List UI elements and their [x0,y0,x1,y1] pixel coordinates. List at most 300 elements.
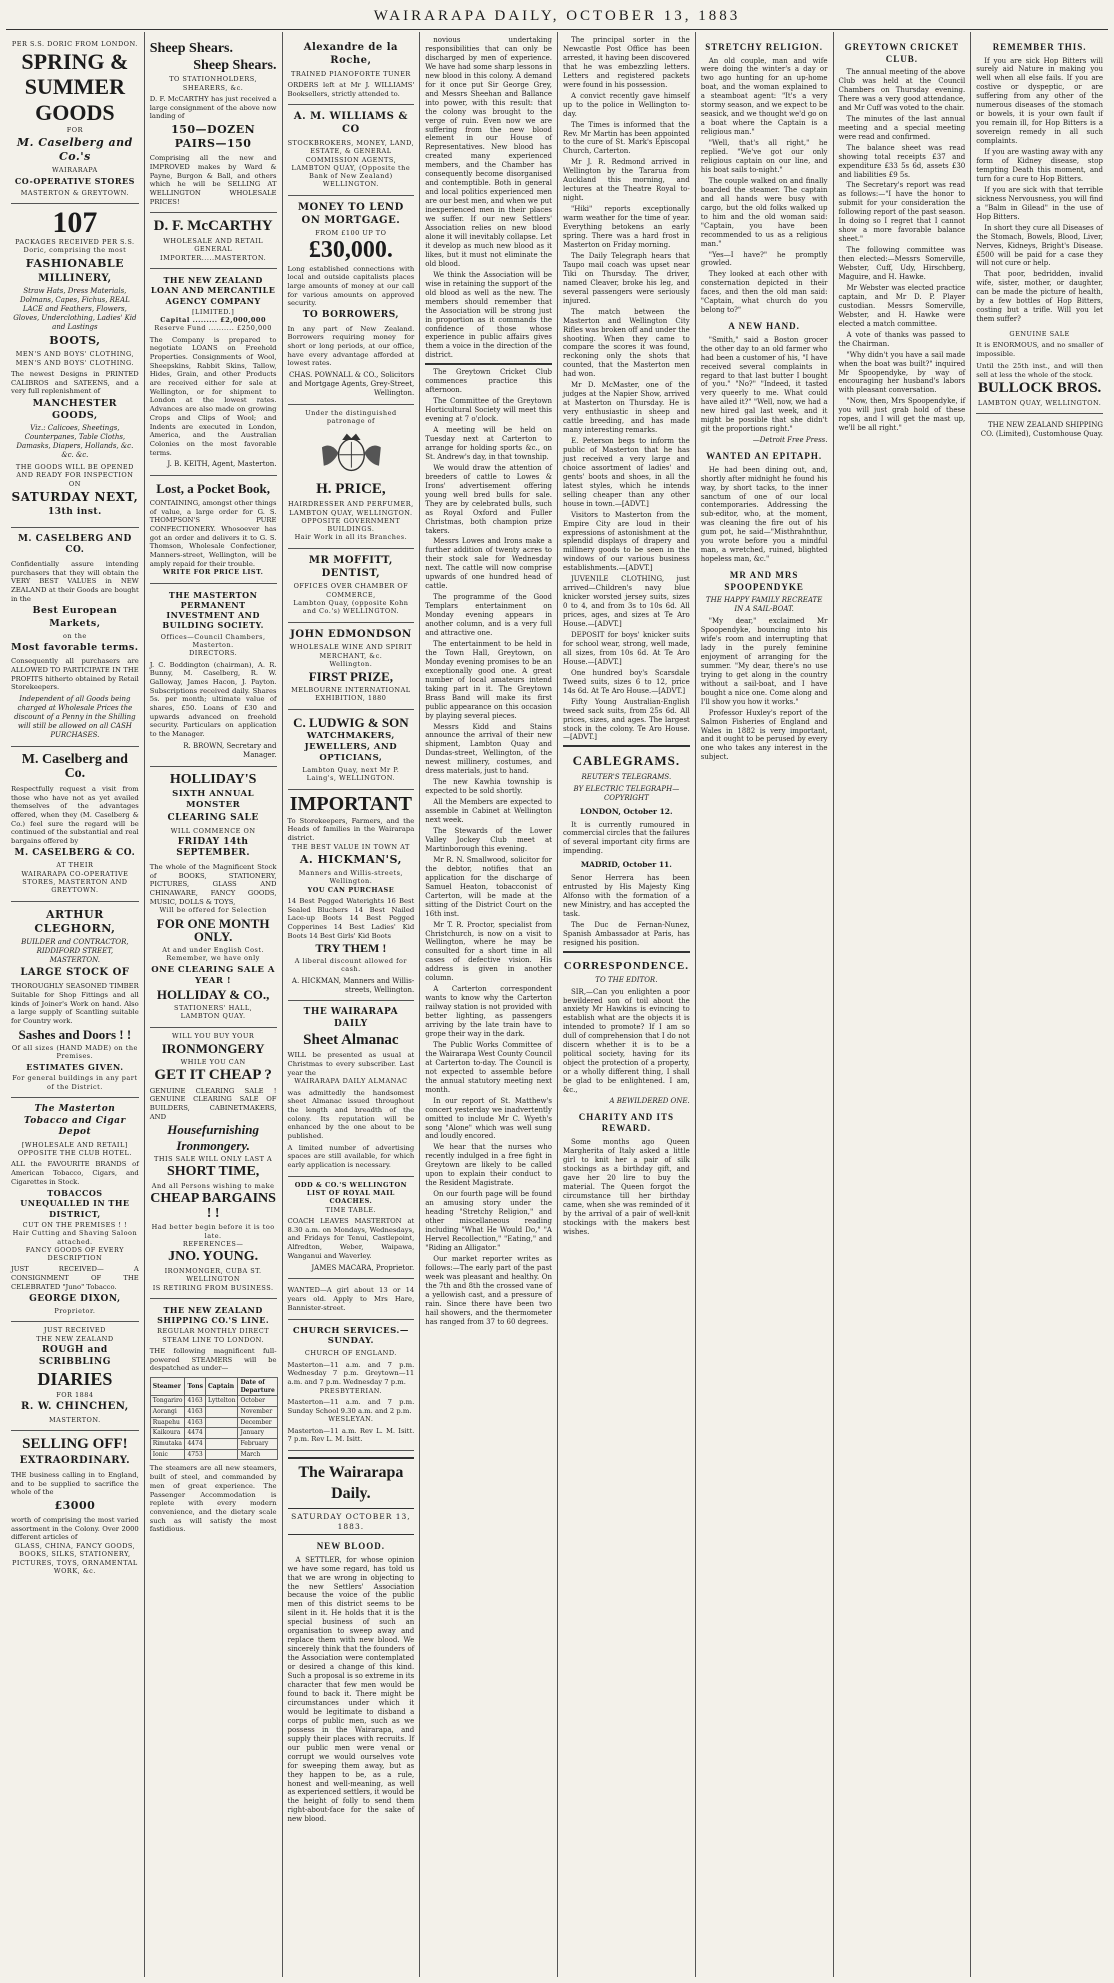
ad-line: WHOLESALE AND RETAIL [163,237,264,246]
ad-headline: SPRING & [21,49,129,75]
divider [425,363,552,365]
ad-headline: BOOTS, [49,334,101,348]
ad-headline: FIRST PRIZE, [308,669,394,685]
dateline: LONDON, October 12. [580,806,673,816]
ad-headline: MILLINERY, [38,272,112,284]
news-item: DEPOSIT for boys' knicker suits for school wear, strong, well made, all sizes, from 10s 6d. At Te Aro House.—[ADVT.] [563,631,690,666]
ad-line: Offices—Council Chambers, Masterton. [160,632,266,649]
ad-body: The steamers are all new steamers, built of steel, and commanded by men of great experience. The Passenger Accommodation is replete with every modern convenience, and the dietary scale such as will satisfy the most fastidious. [149,1464,277,1534]
ad-body: ALL the FAVOURITE BRANDS of American Tobacco, Cigars, and Cigarettes in Stock. [11,1160,139,1186]
ad-line: Lambton Quay, next Mr P. Laing's, WELLINGTON. [302,765,400,783]
article-paragraph: The following committee was then elected:—Messrs Somerville, Webster, Cuff, Udy, Hirschberg, Maguire, and H. Hawke. [838,246,966,281]
news-item: The Daily Telegraph hears that Taupo mail coach was upset near Tiki on Thursday. The driver, named Cleaver, broke his leg, and several passengers were seriously injured. [563,251,690,305]
table-cell: December [238,1417,277,1428]
ad-line: Of all sizes (HAND MADE) on the Premises. [11,1043,138,1060]
ad-body: Confidentially assure intending purchasers that they will obtain the VERY BEST VALUES in NEW ZEALAND at their Goods are bought in the [11,559,139,603]
ad-ironmongery [150,1028,277,1299]
ad-body: The whole of the Magnificent Stock of BOOKS, STATIONERY, PICTURES, GLASS AND CHINAWARE, FANCY GOODS, MUSIC, DOLLS & TOYS, [149,862,277,906]
ad-body: Respectfully request a visit from those who have not as yet availed themselves of the advantages offered, when they (M. Caselberg & Co.) feel sure the regard will be continued of the substantial and real bargains offered by [11,785,139,846]
ad-diaries [11,1322,139,1431]
ad-piano-tuner [288,36,415,105]
ad-line: Hair Cutting and Shaving Saloon attached. [12,1229,138,1246]
ad-line: GLASS, CHINA, FANCY GOODS, BOOKS, SILKS, STATIONERY, PICTURES, TOYS, ORNAMENTAL WORK, &c. [12,1542,138,1576]
ad-line: Reserve Fund .......... £250,000 [154,324,272,333]
news-item: "Hiki" reports exceptionally warm weather for the time of year. Everything betokens an early spring. There was a hard frost in Masterton on Friday morning. [563,205,690,249]
ad-line: PACKAGES RECEIVED PER S.S. Doric, comprising the most [15,237,135,255]
ad-line: Will be offered for Selection [159,906,267,915]
article-paragraph: "Well, that's all right," he replied. "We've got our only religious captain on our line, and his boat sails to-night." [700,139,828,174]
cable-item: The Duc de Fernan-Nunez, Spanish Ambassador at Paris, has resigned his position. [563,920,690,947]
ad-line: CHURCH OF ENGLAND. [304,1349,397,1358]
ad-almanac [288,1001,415,1176]
table-header: Tons [185,1378,206,1396]
ad-headline: ODD & CO.'S WELLINGTON LIST OF ROYAL MAIL COACHES. [294,1180,408,1206]
ad-spring-summer-goods [11,36,139,204]
ad-firm: M. Caselberg and Co. [21,751,128,782]
ad-headline: SELLING OFF! [22,1436,128,1453]
ad-body: The newest Designs in PRINTED CALIBROS and SATEENS, and a very full replenishment of [11,369,139,396]
table-row [150,1428,277,1439]
article-heading: GREYTOWN CRICKET CLUB. [844,42,960,64]
article-paragraph: A vote of thanks was passed to the Chairman. [838,330,966,348]
ad-shipping-company [150,1299,277,1540]
table-cell: February [238,1439,277,1450]
section-subheading: BY ELECTRIC TELEGRAPH—COPYRIGHT [573,785,680,802]
ad-headline: THE MASTERTON PERMANENT INVESTMENT AND BUILDING SOCIETY. [162,589,264,631]
ad-headline: Sheep Shears. [193,57,277,73]
ad-line: A liberal discount allowed for cash. [294,956,407,974]
paper-title: The Wairarapa Daily. [288,1457,415,1509]
ad-line: LAMBTON QUAY, WELLINGTON. [289,508,413,517]
ad-body: was admittedly the handsomest sheet Almanac issued throughout the length and breadth of the colony. Its reputation will be enhanced by the one about to be published. [287,1088,415,1141]
ad-firm: C. LUDWIG & SON [293,714,409,730]
ad-line: 13th inst. [48,507,102,518]
ad-line: THE NEW ZEALAND [36,1334,114,1343]
ad-ludwig [288,710,415,790]
news-item: We hear that the nurses who recently indulged in a free fight in Greytown are likely to be called upon to explain their conduct to the Resident Magistrate. [425,1143,552,1188]
column-2 [144,32,282,1977]
news-item: The Times is informed that the Rev. Mr Martin has been appointed to the cure of St. Mark's Episcopal Church, Carterton. [563,120,690,156]
ad-headline: SHORT TIME, [166,1164,260,1179]
section-heading: CHURCH SERVICES.—SUNDAY. [292,1325,409,1347]
ad-line: FOR [66,125,83,134]
ad-headline: IMPORTANT [289,792,412,815]
ad-line: PER S.S. DORIC FROM LONDON. [11,40,138,48]
ad-line: WHILE YOU CAN [180,1057,246,1066]
table-cell [205,1417,237,1428]
ad-headline: 150—DOZEN PAIRS—150 [171,123,256,151]
ad-line: WRITE FOR PRICE LIST. [162,568,264,577]
ad-line: WHOLESALE WINE AND SPIRIT MERCHANT, &c. [289,643,412,660]
ad-body: Consequently all purchasers are ALLOWED TO PARTICIPATE IN THE PROFITS hitherto obtained by Retail Storekeepers. [11,657,139,692]
ad-caselberg-values [11,528,139,747]
ad-firm: H. PRICE, [316,481,386,498]
ad-line: [WHOLESALE AND RETAIL] [21,1140,128,1149]
ad-amount: £30,000. [308,236,393,263]
cable-item: Senor Herrera has been entrusted by His Majesty King Alfonso with the formation of a new Ministry, and has accepted the task. [563,873,690,918]
ad-headline: Ironmongery. [176,1138,250,1154]
letter-signature: A BEWILDERED ONE. [609,1097,690,1106]
news-item: The principal sorter in the Newcastle Post Office has been arrested, it having been discovered that he was embezzling letters. Letters and registered packets were found in his possession. [563,36,690,89]
article-heading: WANTED AN EPITAPH. [706,451,823,462]
ad-firm: JOHN EDMONDSON [290,628,412,640]
news-item: JUVENILE CLOTHING, just arrived—Children's navy blue knicker worsted jersey suits, sizes 0 to 4, and from 3s to 10s 6d. All prices, ages, and sizes at Te Aro House.—[ADVT.] [563,575,690,629]
article-paragraph: In short they cure all Diseases of the Stomach, Bowels, Blood, Liver, Nerves, Kidneys, Bright's Disease. £500 will be paid for a case they will not cure or help. [976,223,1103,268]
ad-body: THOROUGHLY SEASONED TIMBER Suitable for Shop Fittings and all kinds of Joiner's Work on hand. Also a large supply of Scantling suitable for Country work. [11,982,139,1026]
ad-signature: THE NEW ZEALAND SHIPPING CO. (Limited), Customhouse Quay. [980,421,1103,439]
ad-line: [LIMITED.] [191,307,235,316]
paper-date: SATURDAY OCTOBER 13, 1883. [288,1512,415,1535]
ad-line: GENERAL IMPORTER.....MASTERTON. [160,245,267,262]
ad-headline: FASHIONABLE [25,256,125,270]
ad-line: STOCKBROKERS, MONEY, LAND, ESTATE, & GENERAL COMMISSION AGENTS, [287,138,415,164]
ad-line: WAIRARAPA [51,166,98,175]
ad-firm: HOLLIDAY & CO., [156,987,270,1003]
ad-wanted-girl [288,1279,415,1319]
ad-headline: LARGE STOCK OF [20,966,130,978]
ad-body: 14 Best Pegged Waterights 16 Best Sealed Bluchers 14 Best Nailed Lace-up Boots 14 Best Pegged Copperines 14 Best Ladies' Kid Boots 14 Best Girls' Kid Boots [287,896,415,940]
ad-line: OPPOSITE GOVERNMENT BUILDINGS. [301,516,401,534]
ad-line: MELBOURNE INTERNATIONAL EXHIBITION, 1880 [291,686,411,703]
table-cell: Kaikoura [150,1428,185,1439]
ad-line: FOR 1884 [56,1390,94,1399]
column-6 [695,32,833,1977]
ad-mccarthy [150,213,277,269]
ad-headline: MONEY TO LEND ON MORTGAGE. [297,201,404,226]
news-item: One hundred boy's Scarsdale Tweed suits, sizes 6 to 12, price 14s 6d. At Te Aro House.—[ADVT.] [563,668,690,695]
masthead [6,4,1108,30]
ad-line: LAMBTON QUAY, (Opposite the Bank of New Zealand) WELLINGTON. [291,163,411,189]
ad-headline: EXTRAORDINARY. [19,1455,131,1467]
table-row [150,1396,277,1407]
ad-line: IS RETIRING FROM BUSINESS. [152,1283,274,1292]
ad-body: A limited number of advertising spaces are still available, for which early application is necessary. [287,1143,415,1170]
table-cell [205,1407,237,1418]
table-cell: Ruapehu [150,1417,185,1428]
ad-signature: R. BROWN, Secretary and Manager. [183,741,277,759]
article-subheading: THE HAPPY FAMILY RECREATE IN A SAIL-BOAT. [705,596,823,614]
ad-line: WILL YOU BUY YOUR [172,1031,255,1040]
column-7 [833,32,971,1977]
article-heading: STRETCHY RELIGION. [705,42,823,52]
ad-body: Masterton—11 a.m. and 7 p.m. Sunday School 9.30 a.m. and 2 p.m. [287,1397,415,1415]
article-paragraph: The annual meeting of the above Club was held at the Council Chambers on Thursday evening. There was a very good attendance, and Mr Cuff was voted to the chair. [838,68,966,112]
ad-headline: SIXTH ANNUAL MONSTER [172,789,255,811]
shipping-table [150,1377,278,1460]
ad-headline: Best European Markets, [32,605,118,629]
ad-edmondson [288,623,415,710]
article-paragraph: Professor Huxley's report of the Salmon Fisheries of England and Wales in 1882 is very important, and it ought to be perused by every one who takes any interest in the subject. [700,708,828,762]
ad-line: MASTERTON. [49,1416,101,1425]
table-cell: October [238,1396,277,1407]
table-header: Captain [205,1378,237,1396]
ad-shipping-signature [976,414,1103,445]
article-paragraph: If you are sick with that terrible sickness Nervousness, you will find a "Balm in Gilead" in the use of Hop Bitters. [976,185,1103,221]
ad-line: Remember, we have only [166,954,260,963]
ad-line: TIME TABLE. [325,1205,377,1214]
ad-body: Viz.: Calicoes, Sheetings, Counterpanes, Table Cloths, Damasks, Diapers, Hollands, &c. &c. &c. [16,424,134,460]
table-cell [205,1428,237,1439]
article-paragraph: The Secretary's report was read as follows:—"I have the honor to submit for your consideration the following report of the past season. In doing so I regret that I cannot show a more favorable balance sheet." [838,181,966,244]
ad-williams-stockbrokers [288,105,415,195]
ad-number: 107 [52,205,98,239]
ad-body: ORDERS left at Mr J. WILLIAMS' Booksellers, strictly attended to. [287,80,415,98]
ad-line: LAMBTON QUAY, WELLINGTON. [977,398,1102,407]
ad-line: TRAINED PIANOFORTE TUNER [290,69,411,78]
ad-firm: ARTHUR CLEGHORN, [34,907,116,935]
ad-headline: Sashes and Doors ! ! [18,1026,132,1042]
article-paragraph: He had been dining out, and, shortly after midnight he found his way, by short tacks, to the inner sanctum of one of our local contemporaries. Addressing the sub-editor, who, at the moment, was cleaning the fire out of his gum pot, he said—"Misthrahnthur, you wrote before you a mindful man, a wretched, ruined, blighted hopeless man, &c." [700,465,828,564]
ad-cleghorn [11,902,139,1098]
article-paragraph: "Smith," said a Boston grocer the other day to an old farmer who had been a customer of his, "I have received several complaints in regard to that last butter I bought of you." "No?" "Indeed, it tasted very queerly to me. What could have ailed it?" "Well, now, we had a new hired gal last week, and it might be possible that she didn't git the proportions right." [700,335,828,434]
news-item: Visitors to Masterton from the Empire City are loud in their expressions of astonishment at the splendid displays of drapery and millinery goods to be seen in the windows of our various business establishments.—[ADVT.] [563,510,690,573]
article-paragraph: A SETTLER, for whose opinion we have some regard, has told us that we are wrong in objecting to the new Settlers' Association because the voice of the public men of this district seems to be silent in it. He holds that it is the special business of such an organisation to sweep away and replace them with new blood. We sincerely think that the founders of the Association were contemplated or desired a change of this kind. Such a proposal is so extreme in its character that few men would be found to back it. There might be circumstances under which it would be legitimate to disband a corps of public men, such as we possess in the Wairarapa, and supply their places with recruits. If our public men were venal or corrupt we would ourselves vote for sweeping them away, but as they happen to be, as a rule, honest and well-meaning, as well as experienced settlers, it would be the height of folly to send them right-about-face for the sake of new blood. [287,1555,415,1824]
section-heading: CORRESPONDENCE. [563,959,690,972]
article-paragraph: Some months ago Queen Margherita of Italy asked a little girl to knit her a pair of silk stockings as a birthday gift, and gave her 20 lire to buy the material. The Queen forgot the circumstance till her birthday came, when she was reminded of it by the arrival of a pair of well-knit stockings with the makers best wishes. [563,1138,690,1236]
ad-hickman [288,790,415,1002]
ad-firm: BULLOCK BROS. [977,380,1102,397]
ad-headline: SATURDAY NEXT, [11,490,139,505]
divider [563,745,690,747]
ad-body: Masterton—11 a.m. and 7 p.m. Wednesday 7 p.m. Greytown—11 a.m. and 7 p.m. Wednesday 7 p.m. [287,1360,415,1386]
ad-line: FROM £100 UP TO [315,229,387,238]
ad-building-society [150,584,277,767]
ad-headline: Lost, a Pocket Book, [156,481,270,497]
table-cell: Ionic [150,1449,185,1460]
ad-bullock-bros [976,326,1103,414]
ad-headline: TO BORROWERS, [302,310,400,321]
ad-line: CO-OPERATIVE STORES [14,176,135,187]
ad-body: Until the 25th inst., and will then sell at less the whole of the stock. [976,361,1103,379]
news-item: The new Kawhia township is expected to be sold shortly. [425,778,552,796]
ad-line: WATCHMAKERS, JEWELLERS, AND OPTICIANS, [304,731,398,764]
ad-lost-pocket-book [150,476,277,583]
table-cell: March [238,1449,277,1460]
ad-signature: CHAS. POWNALL & CO., Solicitors and Mortgage Agents, Grey-Street, Wellington. [288,371,415,397]
ad-headline: Sheet Almanac [303,1031,399,1048]
dateline: MADRID, October 11. [580,860,672,870]
ad-headline: CLEARING SALE [167,813,259,824]
ad-body: worth of comprising the most varied assortment in the Colony. Over 2000 different articles of [11,1516,139,1542]
ad-line: For general buildings in any part of the District. [12,1074,138,1091]
table-row [150,1449,277,1460]
table-header: Date of Departure [238,1378,277,1396]
royal-crest-icon [288,429,415,475]
table-row [150,1439,277,1450]
ad-body: D. F. McCARTHY has just received a large consignment of the above now landing of [149,95,277,121]
ad-line: DIRECTORS. [189,649,238,658]
column-4 [419,32,557,1977]
ad-line: AT THEIR [56,861,94,870]
article-source: —Detroit Free Press. [752,436,828,445]
news-item: We would draw the attention of breeders of cattle to Lowes & Irons' advertisement offering young well bred bulls for sale. They are by celebrated bulls, such as Royal Oxford and Fuller Christmas, both champion prize takers. [425,463,552,535]
ad-headline: MANCHESTER GOODS, [32,397,118,422]
ad-headline: GET IT CHEAP ? [154,1066,272,1083]
ad-line: TO STATIONHOLDERS, SHEARERS, &c. [169,75,258,92]
ad-amount: £3000 [54,1498,96,1512]
ad-firm: HOLLIDAY'S [169,771,257,787]
ad-line: Hair Work in all its Branches. [294,533,408,542]
article-paragraph: "My dear," exclaimed Mr Spoopendyke, bouncing into his wife's room and interrupting that lady in the purely feminine enjoyment of arranging for the summer. "My dear, there's no use trying to get along in the country without a sail-boat, and I have bought a nice one. Come along and I'll show you how it works." [700,617,828,706]
table-cell: November [238,1407,277,1418]
ad-line: THIS SALE WILL ONLY LAST A [154,1154,273,1163]
news-item: The entertainment to be held in the Town Hall, Greytown, on Monday evening promises to be an exceptionally good one. A great number of local amateurs intend taking part in it. The Greytown Brass Band will make its first public appearance on this occasion by playing several pieces. [425,639,552,720]
ad-body: GENUINE CLEARING SALE ! GENUINE CLEARING SALE OF BUILDERS, CABINETMAKERS, AND [149,1086,277,1121]
table-cell: 4474 [185,1439,206,1450]
article-paragraph: "Now, then, Mrs Spoopendyke, if you will just grab hold of these ropes, and I will get the mast up, we'll be all right." [838,397,966,433]
ad-headline: ROUGH and SCRIBBLING [38,1345,111,1367]
ad-firm: M. Caselberg and Co.'s [16,135,133,163]
cable-item: It is currently rumoured in commercial circles that the failures of several important city firms are impending. [563,820,690,856]
ad-headline: GOODS [35,99,115,125]
ad-headline: THE NEW ZEALAND SHIPPING CO.'S LINE. [157,1304,270,1326]
ad-line: JUST RECEIVED [43,1326,106,1335]
ad-body: THE following magnificent full-powered STEAMERS will be despatched as under— [149,1347,277,1373]
ad-firm: A. HICKMAN'S, [299,852,402,866]
ad-line: GENUINE SALE [1009,330,1070,339]
article-heading: REMEMBER THIS. [992,42,1087,52]
ad-line: CUT ON THE PREMISES ! ! [22,1220,128,1229]
ad-line: THE GOODS WILL BE OPENED AND READY FOR INSPECTION ON [15,463,134,488]
article-paragraph: An old couple, man and wife were doing the winter's a day or two ago hunting for an up-home boat, and the woman explained to a steamboat agent: "It's a very stormy season, and we expect to be seasick, and we thought we'd go on a boat where the Captain is a religious man." [700,56,828,137]
ad-line: WILL COMMENCE ON [170,826,256,835]
column-1 [6,32,144,1977]
ad-line: on the [62,631,87,640]
ad-line: STATIONERS' HALL, [174,1004,253,1013]
table-cell: Lyttelton [205,1396,237,1407]
table-cell [205,1439,237,1450]
ad-line: ESTIMATES GIVEN. [26,1062,124,1073]
ad-firm: R. W. CHINCHEN, [21,1401,129,1413]
article-paragraph: "Yes—I have?" he promptly growled. [700,250,828,268]
ad-line: IRONMONGER, CUBA ST. WELLINGTON [164,1267,262,1284]
news-item: Messrs Lowes and Irons make a further addition of twenty acres to their stock sale for Wednesday next. The cattle will now comprise upwards of one hundred head of cattle. [425,537,552,591]
ad-body: JUST RECEIVED— A CONSIGNMENT OF THE CELEBRATED "Juno" Tobacco. [11,1265,139,1291]
ad-headline: SUMMER [24,74,125,100]
ad-caselberg-visit [11,747,139,902]
ad-firm: JNO. YOUNG. [168,1249,259,1265]
ad-holliday-sale [150,767,277,1028]
ad-line: MASTERTON & GREYTOWN. [20,188,129,197]
ad-line: REGULAR MONTHLY DIRECT STEAM LINE TO LONDON. [157,1327,270,1344]
ad-body: It is ENORMOUS, and no smaller of impossible. [976,341,1103,359]
section-subheading: TO THE EDITOR. [595,975,658,984]
ad-headline: DIARIES [37,1369,113,1390]
ad-headline: IRONMONGERY [161,1040,265,1056]
news-item: The Greytown Cricket Club commences practice this afternoon. [425,368,552,395]
ad-body: WILL be presented as usual at Christmas to every subscriber. Last year the [287,1051,415,1077]
ad-body: Long established connections with local and outside capitalists places large amounts of money at our call for various amounts on approved security. [287,264,415,308]
ad-line: LAMBTON QUAY. [180,1012,246,1021]
news-item: Fifty Young Australian-English tweed sack suits, from 25s 6d. All prices, sizes, and ages. The largest stock in the colony. Te Aro House.—[ADVT.] [563,697,690,742]
article-paragraph: If you are wasting away with any form of Kidney disease, stop tempting Death this moment, and turn for a cure to Hop Bitters. [976,148,1103,183]
ad-signature: JAMES MACARA, Proprietor. [311,1263,415,1272]
news-item: A Carterton correspondent wants to know why the Carterton railway station is not provided with better lighting, as passengers arriving by the late train have to grope their way in the dark. [425,985,552,1038]
ad-sheep-shears [150,36,277,213]
ad-headline: Sheep Shears. [149,41,233,56]
article-paragraph: They looked at each other with consternation depicted in their faces, and then the old man said: "Captain, what church do you belong to?" [700,270,828,315]
table-header-row [150,1378,277,1396]
church-services [288,1320,415,1452]
article-paragraph: The couple walked on and finally boarded the steamer. The captain and all hands were busy with cargo, but the old folks walked up to him and the old woman said: "Captain, you have been recommended to us as a religious man." [700,176,828,248]
ad-firm: M. CASELBERG & CO. [14,847,136,858]
article-paragraph: The balance sheet was read showing total receipts £37 and expenditure £33 5s 6d, assets £30 and liabilities £9 5s. [838,143,966,179]
news-item: The programme of the Good Templars entertainment on Monday evening appears in another column, and is a very full and attractive one. [425,593,552,637]
ad-loan-company [150,269,277,476]
news-item: The Public Works Committee of the Wairarapa West County Council at Carterton to-day. The Council is not expected to assemble before the annual statutory meeting next month. [425,1040,552,1094]
article-paragraph: "Why didn't you have a sail made when the boat was built?" inquired Mr Spoopendyke, by way of encouraging her husband's labors with pleasant conversation. [838,350,966,395]
ad-headline: TRY THEM ! [315,941,387,956]
ad-line: Had better begin before it is too late. [151,1223,275,1240]
ad-line: PRESBYTERIAN. [319,1386,383,1395]
news-item: Mr J. R. Redmond arrived in Wellington by the Tararua from Auckland this morning, and lectures at the Theatre Royal to-night. [563,158,690,203]
article-heading: CHARITY AND ITS REWARD. [578,1111,674,1134]
article-paragraph: The minutes of the last annual meeting and a special meeting were read and confirmed. [838,114,966,141]
table-cell: 4474 [185,1428,206,1439]
column-5 [557,32,695,1977]
news-item: The Committee of the Greytown Horticultural Society will meet this evening at 7 o'clock. [425,397,552,424]
ad-line: HAIRDRESSER AND PERFUMER, [288,500,414,509]
news-item: Our market reporter writes as follows:—The early part of the past week was pleasant and healthy. On the 7th and 8th the crossed vane of a yellowish cast, and a pressure of rain. Since there have been two hail showers, and the thermometer has ranged from 37 to 60 degrees. [425,1254,552,1326]
article-paragraph: If you are sick Hop Bitters will surely aid Nature in making you well when all else fails. If you are costive or dyspeptic, or are suffering from any other of the numerous diseases of the stomach or bowels, it is your own fault if you remain ill, for Hop Bitters is a sovereign remedy in all such complaints. [976,56,1103,146]
ad-money-to-lend [288,196,415,405]
ad-line: YOU CAN PURCHASE [307,885,395,894]
ad-headline: FRIDAY 14th SEPTEMBER. [176,836,250,859]
ad-body: In any part of New Zealand. Borrowers requiring money for short or long periods, at our office, have every advantage afforded at lowest rates. [287,324,415,368]
ad-headline: Housefurnishing [167,1122,259,1138]
article-paragraph: We think the Association will be wise in retaining the support of the old blood as well as the new. The members should remember that the Association will be strong just in proportion as it commands the confidence of those whose experience in public affairs gives them a voice in the direction of the district. [425,270,552,360]
ad-line: THE BEST VALUE IN TOWN AT [291,842,410,851]
column-8 [970,32,1108,1977]
ad-headline: Most favorable terms. [11,641,139,653]
table-cell: Aorangi [150,1407,185,1418]
ad-headline: CHEAP BARGAINS ! ! [150,1191,276,1221]
table-cell: Rimutaka [150,1439,185,1450]
article-paragraph: novious undertaking responsibilities that can only be discharged by men of experience. We have had some sharp lessons in new blood in this colony. A demand for it once put Sir George Grey, and Messrs Sheehan and Ballance into power, with this result: that the colony was brought to the verge of ruin. Even now we are suffering from the new blood element in our House of Representatives. New blood has created many experienced members, and the Chamber has consequently become disorganised and contemptible. Both in general and local politics experienced men are our best men, and when we put inexperienced men in their places we suffer. If our new Settlers' Association relies on new blood alone it will inevitably collapse. Let it develop as much new blood as it likes, but it must not eliminate the old blood. [425,36,552,268]
table-cell: 4163 [185,1407,206,1418]
article-paragraph: Mr Webster was elected practice captain, and Mr D. P. Player custodian. Messrs Somerville, Webster, and H. Hawke were elected a match committee. [838,283,966,328]
ad-body: Independent of all Goods being charged at Wholesale Prices the discount of a Penny in the Shilling will still be allowed on all CASH PURCHASES. [14,694,136,739]
ad-headline: FOR ONE MONTH ONLY. [156,915,270,945]
table-row [150,1407,277,1418]
news-item: In our report of St. Matthew's concert yesterday we inadvertently omitted to include Mr C. Wyeth's song "Alone" which was well sung and loudly encored. [425,1096,552,1141]
section-heading: CABLEGRAMS. [572,753,681,769]
ad-signature: A. HICKMAN, Manners and Willis-streets, Wellington. [291,976,415,994]
ad-headline: TOBACCOS UNEQUALLED IN THE DISTRICT, [20,1188,130,1219]
ad-firm: M. CASELBERG AND CO. [17,533,132,556]
news-item: Mr T. R. Proctor, specialist from Christchurch, is now on a visit to Wellington, where he may be consulted for a short time in all cases of defective vision. His address is given in another column. [425,920,552,983]
article-heading: NEW BLOOD. [316,1541,386,1552]
news-item: Messrs Kidd and Stains announce the arrival of their new shipment, Lambton Quay and Dundas-street, Wellington, of the newest millinery, costumes, and dress materials, just to hand. [425,722,552,776]
table-cell: 4163 [185,1396,206,1407]
newspaper-columns [6,32,1108,1977]
news-item: A meeting will be held on Tuesday next at Carterton to arrange for holding sports &c., on St. Andrew's day, in that township. [425,426,552,461]
ad-tobacco-depot [11,1098,139,1322]
ad-body: The Company is prepared to negotiate LOANS on Freehold Properties. Consignments of Wool, Sheepskins, Rabbit Skins, Tallow, Hides, Grain, and other Products are received either for sale at Wellington, or for shipment to London at the lowest rates. Advances are also made on growing Crops and Clips of Wool; and Indents are executed in London, America, and the Australian Colonies on the most favorable terms. [149,335,277,457]
news-item: All the Members are expected to assemble in Cabinet at Wellington next week. [425,798,552,825]
ad-headline: ONE CLEARING SALE A YEAR ! [151,964,275,986]
ad-price-hairdresser [288,405,415,549]
article-heading: A NEW HAND. [728,321,800,332]
column-3 [282,32,420,1977]
ad-dentist [288,549,415,623]
ad-line: Under the distinguished patronage of [305,408,397,426]
article-heading: MR AND MRS SPOOPENDYKE [724,570,804,592]
ad-line: OPPOSITE THE CLUB HOTEL. [17,1148,132,1157]
news-item: E. Peterson begs to inform the public of Masterton that he has just received a very large and choice assortment of ladies' and gents' boots and shoes, in all the latest styles, which he intends selling cheaper than any other house in town.—[ADVT.] [563,436,690,508]
ad-body: Masterton—11 a.m. Rev L. M. Isitt. 7 p.m. Rev L. M. Isitt. [287,1426,415,1444]
ad-line: WESLEYAN. [328,1415,374,1424]
